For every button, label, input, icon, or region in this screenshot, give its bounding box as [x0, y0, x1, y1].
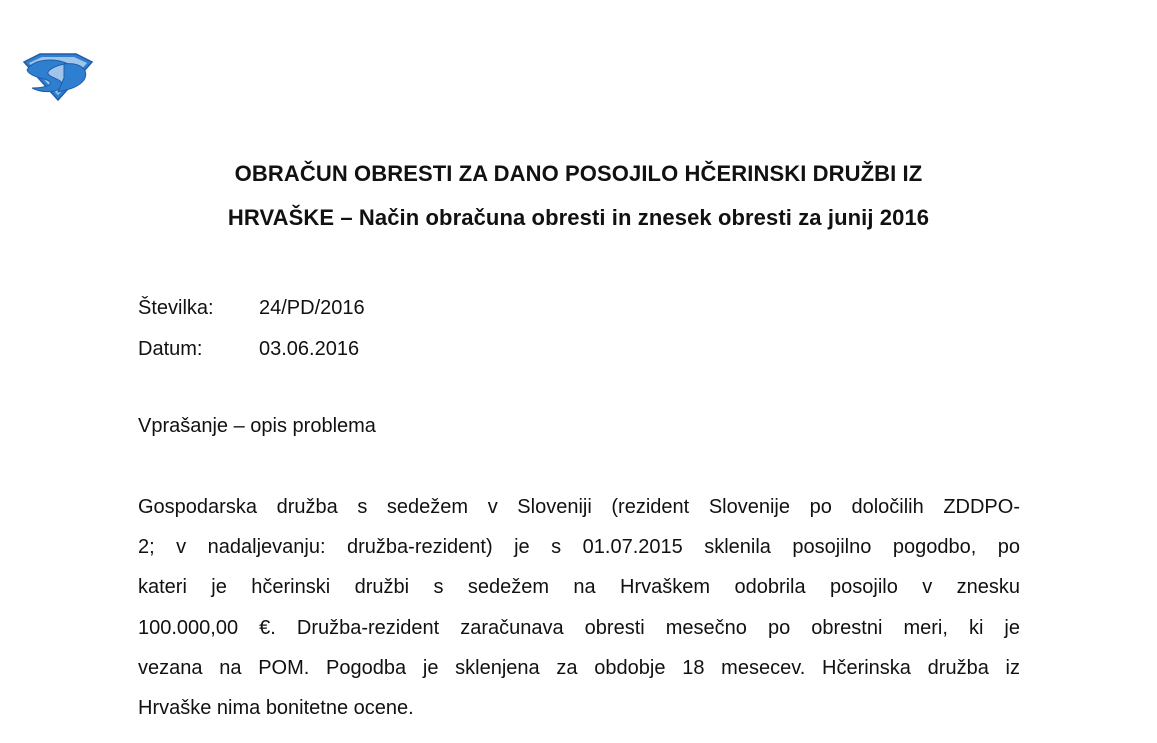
number-label: Številka: — [138, 297, 214, 319]
problem-paragraph — [138, 487, 1020, 728]
paragraph-line: Gospodarska družba s sedežem v Sloveniji (rezident Slovenije po določilih ZDDPO- — [138, 496, 1020, 518]
section-heading: Vprašanje – opis problema — [138, 415, 376, 437]
paragraph-line: 100.000,00 €. Družba-rezident zaračunava obresti mesečno po obrestni meri, ki je — [138, 616, 1020, 639]
paragraph-line: Hrvaške nima bonitetne ocene. — [138, 697, 414, 720]
company-logo — [20, 48, 96, 104]
date-value: 03.06.2016 — [259, 338, 360, 360]
title-line-1: OBRAČUN OBRESTI ZA DANO POSOJILO HČERINSKI DRUŽBI IZ — [234, 161, 923, 186]
document-title — [0, 152, 1157, 240]
meta-row-number — [138, 288, 365, 329]
shield-logo-icon — [20, 48, 96, 104]
title-line-2: HRVAŠKE – Način obračuna obresti in znesek obresti za junij 2016 — [227, 205, 930, 230]
paragraph-line: kateri je hčerinski družbi s sedežem na Hrvaškem odobrila posojilo v znesku — [138, 576, 1020, 599]
paragraph-line: vezana na POM. Pogodba je sklenjena za obdobje 18 mesecev. Hčerinska družba iz — [138, 656, 1020, 679]
meta-row-date — [138, 329, 365, 370]
document-meta — [138, 288, 365, 370]
paragraph-line: 2; v nadaljevanju: družba-rezident) je s 01.07.2015 sklenila posojilno pogodbo, po — [138, 536, 1020, 559]
date-label: Datum: — [138, 338, 203, 360]
number-value: 24/PD/2016 — [259, 297, 365, 319]
